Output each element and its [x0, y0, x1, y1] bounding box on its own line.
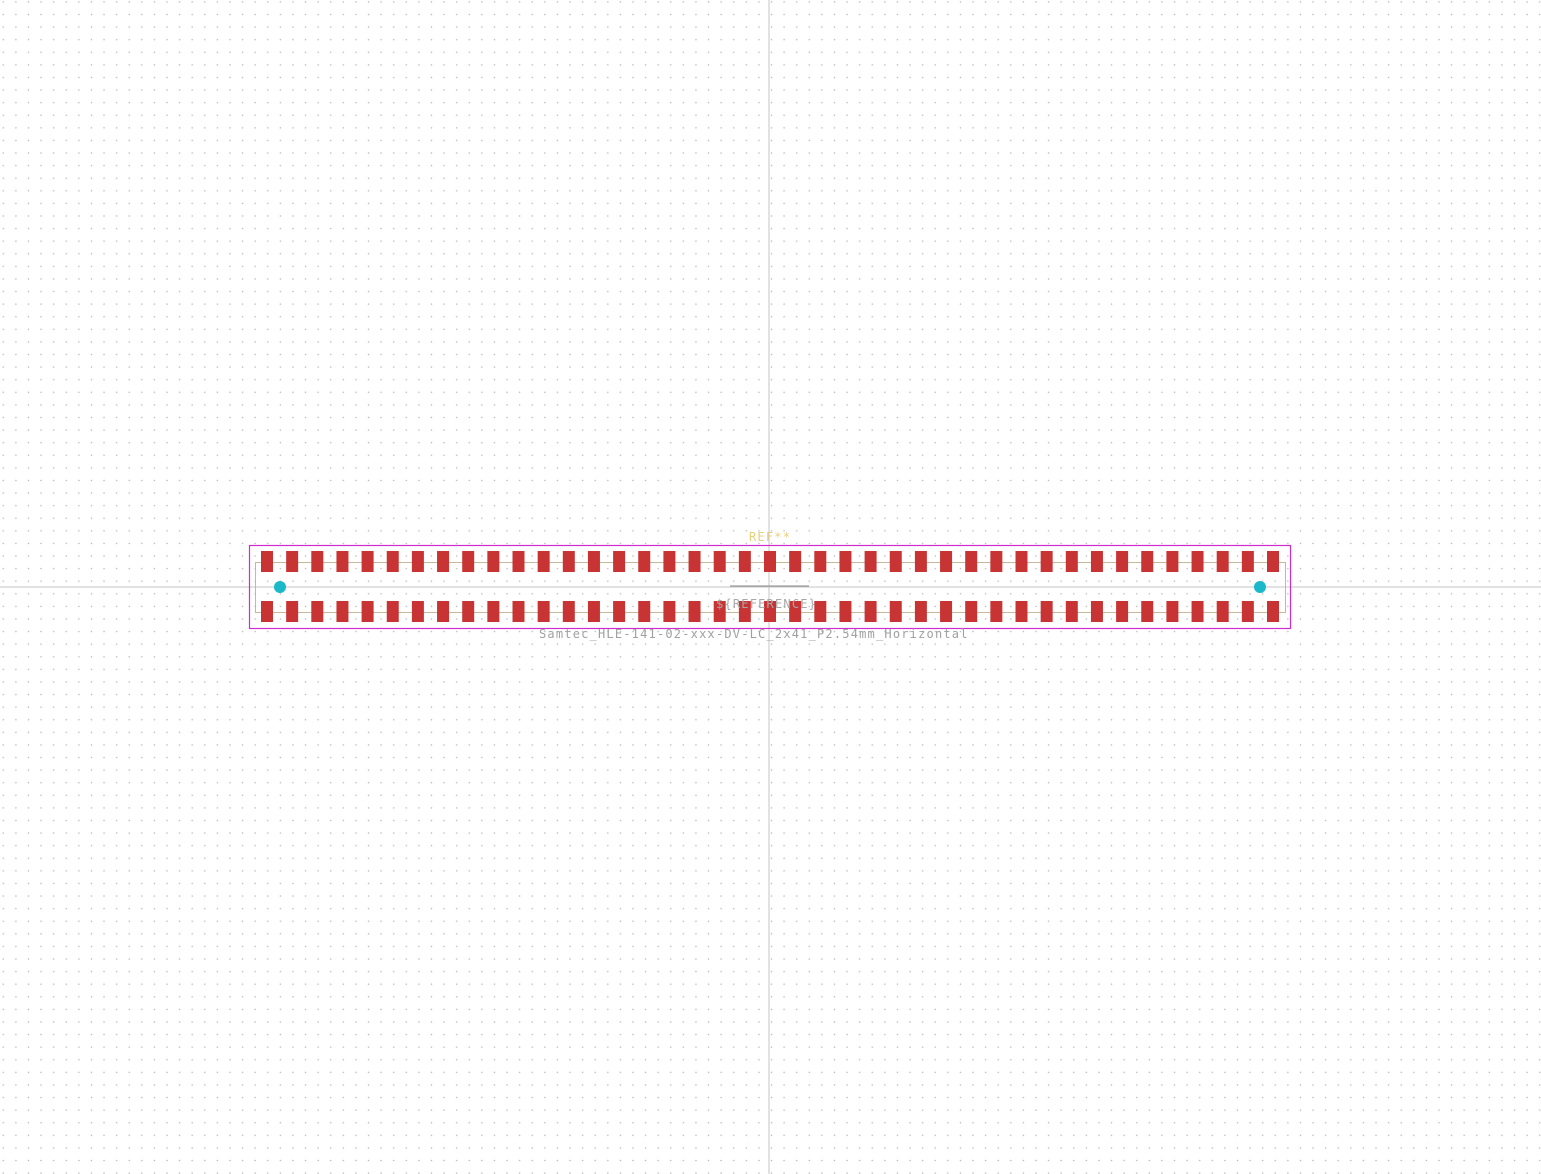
pad-bottom-row [563, 601, 575, 622]
pad-top-row [513, 551, 525, 572]
pad-top-row [789, 551, 801, 572]
pad-bottom-row [1116, 601, 1128, 622]
pad-top-row [311, 551, 323, 572]
pad-top-row [588, 551, 600, 572]
pad-top-row [362, 551, 374, 572]
pad-bottom-row [538, 601, 550, 622]
pad-bottom-row [1192, 601, 1204, 622]
pad-top-row [940, 551, 952, 572]
pad-bottom-row [513, 601, 525, 622]
pad-top-row [689, 551, 701, 572]
pad-top-row [613, 551, 625, 572]
pad-bottom-row [638, 601, 650, 622]
pad-top-row [1091, 551, 1103, 572]
pad-top-row [538, 551, 550, 572]
pad-bottom-row [1166, 601, 1178, 622]
pad-bottom-row [1066, 601, 1078, 622]
pad-top-row [739, 551, 751, 572]
mounting-hole-right [1254, 581, 1266, 593]
pad-bottom-row [865, 601, 877, 622]
pad-top-row [1116, 551, 1128, 572]
pad-top-row [462, 551, 474, 572]
pad-bottom-row [412, 601, 424, 622]
pad-top-row [990, 551, 1002, 572]
pad-top-row [563, 551, 575, 572]
pad-bottom-row [362, 601, 374, 622]
pad-top-row [915, 551, 927, 572]
pad-bottom-row [1217, 601, 1229, 622]
pad-top-row [839, 551, 851, 572]
pad-top-row [663, 551, 675, 572]
pad-bottom-row [588, 601, 600, 622]
reference-designator[interactable]: REF** [749, 530, 792, 544]
mounting-hole-left [274, 581, 286, 593]
pad-top-row [714, 551, 726, 572]
pad-bottom-row [940, 601, 952, 622]
pad-top-row [638, 551, 650, 572]
pad-bottom-row [311, 601, 323, 622]
pad-top-row [1267, 551, 1279, 572]
pad-bottom-row [1242, 601, 1254, 622]
pad-top-row [764, 551, 776, 572]
pad-bottom-row [663, 601, 675, 622]
pad-bottom-row [487, 601, 499, 622]
pad-bottom-row [689, 601, 701, 622]
pad-bottom-row [990, 601, 1002, 622]
pad-bottom-row [387, 601, 399, 622]
pad-bottom-row [890, 601, 902, 622]
pad-bottom-row [613, 601, 625, 622]
pad-bottom-row [1041, 601, 1053, 622]
pad-bottom-row [462, 601, 474, 622]
pad-top-row [1217, 551, 1229, 572]
pad-top-row [412, 551, 424, 572]
pad-top-row [965, 551, 977, 572]
pad-top-row [865, 551, 877, 572]
pad-bottom-row [336, 601, 348, 622]
pad-top-row [1066, 551, 1078, 572]
user-reference-text[interactable]: ${REFERENCE} [716, 597, 818, 611]
pad-bottom-row [915, 601, 927, 622]
pad-top-row [1141, 551, 1153, 572]
pad-top-row [1016, 551, 1028, 572]
pad-top-row [437, 551, 449, 572]
pad-bottom-row [1016, 601, 1028, 622]
pad-top-row [1242, 551, 1254, 572]
pad-bottom-row [286, 601, 298, 622]
pad-top-row [1166, 551, 1178, 572]
pad-bottom-row [839, 601, 851, 622]
pad-top-row [1041, 551, 1053, 572]
pad-top-row [1192, 551, 1204, 572]
pad-bottom-row [437, 601, 449, 622]
pad-bottom-row [1267, 601, 1279, 622]
pad-bottom-row [1091, 601, 1103, 622]
pad-bottom-row [1141, 601, 1153, 622]
pad-top-row [487, 551, 499, 572]
pad-top-row [890, 551, 902, 572]
pad-top-row [286, 551, 298, 572]
pad-top-row [387, 551, 399, 572]
pad-bottom-row [261, 601, 273, 622]
pad-bottom-row [965, 601, 977, 622]
pad-top-row [261, 551, 273, 572]
footprint-value[interactable]: Samtec_HLE-141-02-xxx-DV-LC_2x41_P2.54mm_Horizontal [539, 627, 969, 641]
pad-top-row [336, 551, 348, 572]
pad-top-row [814, 551, 826, 572]
